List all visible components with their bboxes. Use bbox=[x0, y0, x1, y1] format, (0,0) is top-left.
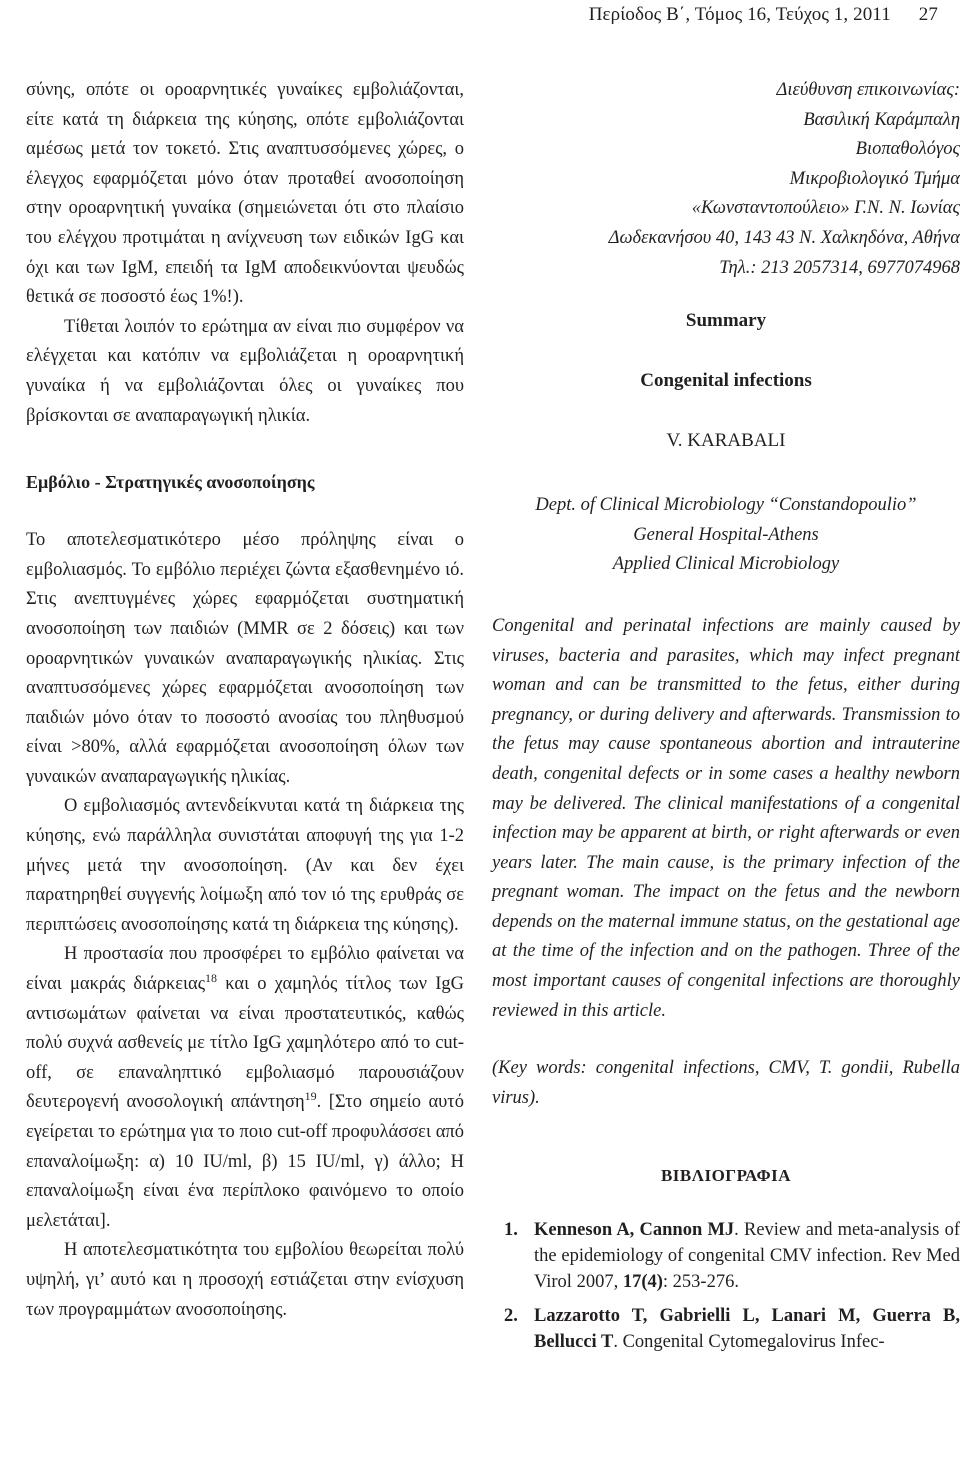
right-column bbox=[492, 76, 960, 1363]
keywords bbox=[492, 1054, 960, 1113]
reference-number: 1. bbox=[504, 1220, 518, 1241]
affiliation-line: General Hospital-Athens bbox=[633, 524, 819, 545]
reference-authors: Kenneson A, Cannon MJ bbox=[534, 1220, 735, 1241]
paragraph: Ο εμβολιασμός αντενδείκνυται κατά τη διάρκεια της κύησης, ενώ παράλληλα συνιστάται αποφυγή της για 1-2 μήνες μετά την ανοσοποίηση. (Αν και δεν έχει παρατηρηθεί συγγενής λοίμωξη από τον ιό της ερυθράς σε περιπτώσεις ανοσοποίησης κατά τη διάρκεια της κύησης). bbox=[26, 796, 464, 935]
left-column bbox=[26, 76, 464, 1325]
contact-line: Βασιλική Καράμπαλη bbox=[803, 109, 960, 130]
affiliation bbox=[492, 491, 960, 580]
reference-text: . Review and meta-analysis of the epidemiology of congenital CMV infection. Rev Med Virol 2007, bbox=[534, 1220, 960, 1293]
reference-volume: 17(4) bbox=[622, 1272, 663, 1293]
reference-item bbox=[492, 1217, 960, 1295]
abstract bbox=[492, 612, 960, 1026]
contact-line: Βιοπαθολόγος bbox=[855, 139, 960, 160]
summary-heading: Summary bbox=[685, 310, 767, 332]
paragraph: σύνης, οπότε οι οροαρνητικές γυναίκες εμβολιάζονται, είτε κατά τη διάρκεια της κύησης, οπότε εμβολιάζονται αμέσως μετά τον τοκετό. Στις αναπτυσσόμενες χώρες, ο έλεγχος εφαρμόζεται μόνο όταν προταθεί ανοσοποίηση στην οροαρνητική γυναίκα (σημειώνεται ότι στο πλαίσιο του ελέγχου προτιμάται η ανίχνευση των ειδικών IgG και όχι και των IgM, επειδή τα IgM αποδεικνύονται ψευδώς θετικά σε ποσοστό έως 1%!). bbox=[26, 80, 464, 308]
affiliation-line: Dept. of Clinical Microbiology “Constandopoulio” bbox=[535, 495, 917, 516]
section-heading: Εμβόλιο - Στρατηγικές ανοσοποίησης bbox=[26, 472, 315, 493]
text-run: και ο χαμηλός τίτλος των IgG αντισωμάτων φαίνεται να είναι προστατευτικός, καθώς πολύ συχνά ασθενείς με τίτλο IgG χαμηλότερο από το cut-off, σε επαναληπτικό εμβολιασμό παρουσιάζουν δευτερογενή ανοσολογική απάντηση bbox=[26, 974, 465, 1113]
reference-text: : 253-276. bbox=[662, 1272, 739, 1293]
contact-line: Μικροβιολογικό Τμήμα bbox=[789, 168, 960, 189]
paragraph: Το αποτελεσματικότερο μέσο πρόληψης είναι ο εμβολιασμός. Το εμβόλιο περιέχει ζώντα εξασθενημένο ιό. Στις ανεπτυγμένες χώρες εφαρμόζεται συστηματική ανοσοποίηση των παιδιών (MMR σε 2 δόσεις) και των οροαρνητικών γυναικών αναπαραγωγικής ηλικίας. Στις αναπτυσσόμενες χώρες εφαρμόζεται ανοσοποίηση των παιδιών μόνο όταν το ποσοστό ανοσίας του πληθυσμού είναι >80%, αλλά εφαρμόζεται ανοσοποίηση όλων των γυναικών αναπαραγωγικής ηλικίας. bbox=[26, 530, 464, 787]
keywords-text: (Key words: congenital infections, CMV, T. gondii, Rubella virus). bbox=[492, 1058, 960, 1108]
paragraph: Η αποτελεσματικότητα του εμβολίου θεωρείται πολύ υψηλή, γι’ αυτό και η προσοχή εστιάζεται στην ενίσχυση των προγραμμάτων ανοσοποίησης. bbox=[26, 1240, 464, 1320]
contact-line: Τηλ.: 213 2057314, 6977074968 bbox=[719, 257, 960, 278]
author-name: V. KARABALI bbox=[666, 430, 786, 452]
contact-line: «Κωνσταντοπούλειο» Γ.Ν. Ν. Ιωνίας bbox=[691, 198, 960, 219]
references-heading: ΒΙΒΛΙΟΓΡΑΦΙΑ bbox=[660, 1166, 792, 1186]
affiliation-line: Applied Clinical Microbiology bbox=[612, 554, 840, 575]
reference-text: . Congenital Cytomegalovirus Infec- bbox=[613, 1332, 885, 1353]
text-run: . [Στο σημείο αυτό εγείρεται το ερώτημα για το ποιο cut-off προφυλάσσει από επαναλοίμωξη: α) 10 IU/ml, β) 15 IU/ml, γ) άλλο; Η επαναλοίμωξη είναι ένα περίπλοκο φαινόμενο το οποίο μελετάται]. bbox=[26, 1092, 464, 1231]
journal-issue: Περίοδος Β΄, Τόμος 16, Τεύχος 1, 2011 bbox=[588, 4, 891, 25]
contact-block bbox=[492, 76, 960, 283]
paragraph: Τίθεται λοιπόν το ερώτημα αν είναι πιο συμφέρον να ελέγχεται και κατόπιν να εμβολιάζεται η οροαρνητική γυναίκα ή να εμβολιάζονται όλες οι γυναίκες που βρίσκονται σε αναπαραγωγική ηλικία. bbox=[26, 316, 464, 426]
abstract-text: Congenital and perinatal infections are mainly caused by viruses, bacteria and parasites, which may infect pregnant woman and can be transmitted to the fetus, either during pregnancy, or during delivery and afterwards. Transmission to the fetus may cause spontaneous abortion and intrauterine death, congenital defects or in some cases a healthy newborn may be delivered. The clinical manifestations of a congenital infection may be apparent at birth, or right afterwards or even years later. The main cause, is the primary infection of the pregnant woman. The impact on the fetus and the newborn depends on the maternal immune status, on the gestational age at the time of the infection and on the pathogen. Three of the most important causes of congenital infections are thoroughly reviewed in this article. bbox=[492, 615, 960, 1021]
running-header bbox=[589, 4, 938, 26]
text-run: Η προστασία που προσφέρει το εμβόλιο φαίνεται να είναι μακράς διάρκειας bbox=[26, 944, 464, 995]
contact-line: Δωδεκανήσου 40, 143 43 Ν. Χαλκηδόνα, Αθήνα bbox=[608, 227, 960, 248]
contact-line: Διεύθυνση επικοινωνίας: bbox=[776, 80, 960, 100]
reference-list bbox=[492, 1217, 960, 1355]
citation-ref: 19 bbox=[304, 1089, 317, 1104]
citation-ref: 18 bbox=[205, 970, 218, 985]
reference-number: 2. bbox=[504, 1306, 518, 1327]
paragraph bbox=[26, 940, 464, 1236]
article-title: Congenital infections bbox=[640, 370, 812, 392]
page-number: 27 bbox=[918, 4, 938, 25]
reference-item bbox=[492, 1303, 960, 1355]
reference-authors: Lazzarotto T, Gabrielli L, Lanari M, Guerra B, Bellucci T bbox=[534, 1306, 960, 1353]
